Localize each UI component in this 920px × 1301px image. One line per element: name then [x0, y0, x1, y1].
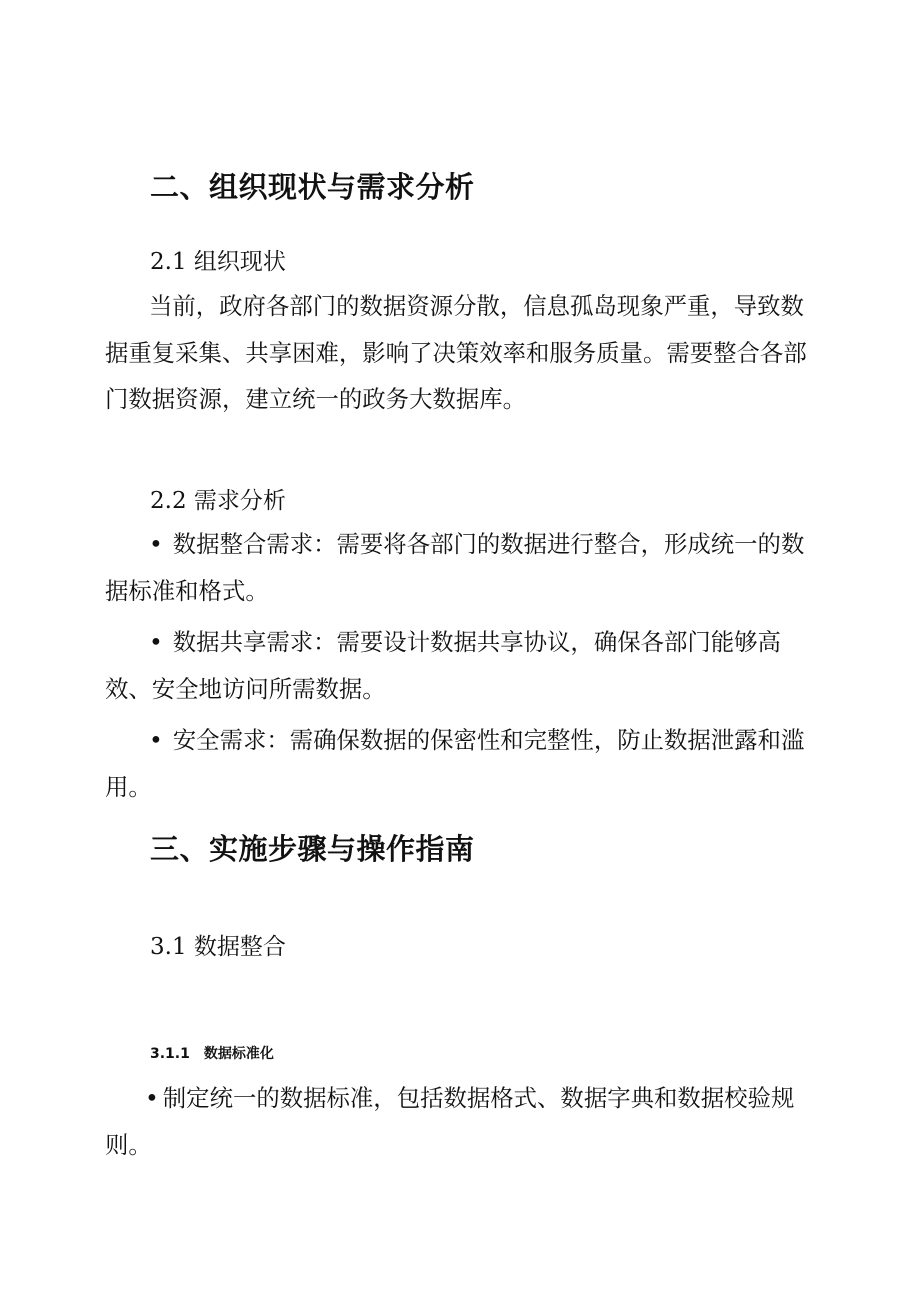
section-3-1-1-heading: 3.1.1 数据标准化: [150, 1046, 274, 1062]
list-item: [105, 717, 825, 810]
bullet-marker: •: [149, 628, 163, 656]
bullet-marker: •: [149, 530, 163, 558]
list-item-text: 制定统一的数据标准，包括数据格式、数据字典和数据校验规则。: [105, 1084, 795, 1159]
section-3-heading: 三、实施步骤与操作指南: [150, 832, 475, 866]
section-2-1-heading: 2.1 组织现状: [150, 249, 286, 275]
list-item-text: 数据整合需求：需要将各部门的数据进行整合，形成统一的数据标准和格式。: [105, 530, 805, 605]
list-item: [105, 619, 825, 712]
list-item: [105, 1075, 825, 1168]
bullet-marker: •: [145, 1084, 159, 1112]
section-2-1-paragraph: 当前，政府各部门的数据资源分散，信息孤岛现象严重，导致数据重复采集、共享困难，影响了决策效率和服务质量。需要整合各部门数据资源，建立统一的政务大数据库。: [105, 292, 807, 413]
section-2-heading: 二、组织现状与需求分析: [150, 170, 475, 204]
section-2-2-heading: 2.2 需求分析: [150, 488, 286, 514]
list-item-text: 数据共享需求：需要设计数据共享协议，确保各部门能够高效、安全地访问所需数据。: [105, 628, 781, 703]
section-3-1-heading: 3.1 数据整合: [150, 934, 286, 960]
bullet-marker: •: [149, 726, 163, 754]
list-item-text: 安全需求：需确保数据的保密性和完整性，防止数据泄露和滥用。: [105, 726, 805, 801]
list-item: [105, 521, 825, 614]
